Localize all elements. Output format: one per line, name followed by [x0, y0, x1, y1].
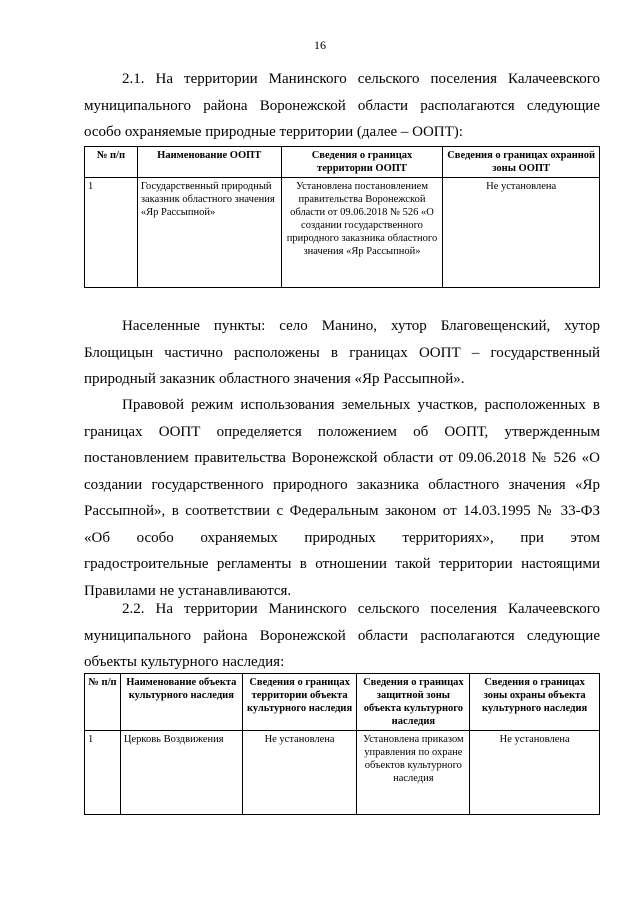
text-line: постановлением правительства Воронежской области от 09.06.2018 № 526 «О	[84, 450, 600, 466]
text-line: особо охраняемые природные территории (далее – ООПТ):	[84, 124, 463, 140]
text-line: Населенные пункты: село Манино, хутор Благовещенский, хутор	[122, 318, 600, 334]
table-header-cell: Сведения о границах зоны охраны объекта культурного наследия	[470, 674, 600, 731]
table-header-cell: Сведения о границах территории объекта культурного наследия	[242, 674, 357, 731]
paragraph-legal-regime	[84, 392, 600, 604]
table-cell: Установлена приказом управления по охране объектов культурного наследия	[357, 731, 470, 815]
table-header-cell: Сведения о границах защитной зоны объекта культурного наследия	[357, 674, 470, 731]
heritage-table	[84, 673, 600, 815]
page-number: 16	[314, 38, 326, 52]
table-cell: 1	[85, 731, 121, 815]
table-header-cell: Наименование ООПТ	[137, 147, 281, 178]
paragraph-2-1	[84, 66, 600, 146]
text-line: Правовой режим использования земельных участков, расположенных в	[122, 397, 600, 413]
table-header-cell: Сведения о границах территории ООПТ	[281, 147, 443, 178]
table-cell: 1	[85, 178, 138, 288]
oopt-table	[84, 146, 600, 288]
paragraph-settlements	[84, 313, 600, 393]
text-line: муниципального района Воронежской области располагаются следующие	[84, 627, 600, 644]
text-line: создании государственного природного заказника областного значения «Яр	[84, 476, 600, 493]
table-cell: Не установлена	[443, 178, 600, 288]
text-line: объекты культурного наследия:	[84, 654, 285, 670]
table-cell: Не установлена	[470, 731, 600, 815]
table-header-cell: № п/п	[85, 147, 138, 178]
text-line: природный заказник областного значения «Яр Рассыпной».	[84, 371, 465, 387]
table-row	[85, 731, 600, 815]
text-line: Правилами не устанавливаются.	[84, 582, 292, 599]
text-line: «Об особо охраняемых природных территориях», при этом	[84, 529, 600, 546]
table-header-cell: Сведения о границах охранной зоны ООПТ	[443, 147, 600, 178]
table-cell: Церковь Воздвижения	[120, 731, 242, 815]
text-line: муниципального района Воронежской области располагаются следующие	[84, 97, 600, 114]
table-cell: Установлена постановлением правительства Воронежской области от 09.06.2018 № 526 «О создании государственного природного заказника областного значения «Яр Рассыпной»	[281, 178, 443, 288]
text-line: 2.1. На территории Манинского сельского поселения Калачеевского	[122, 71, 600, 87]
table-header-cell: № п/п	[85, 674, 121, 731]
text-line: границах ООПТ определяется положением об ООПТ, утвержденным	[84, 423, 600, 440]
table-header-row	[85, 674, 600, 731]
table-header-row	[85, 147, 600, 178]
text-line: Рассыпной», в соответствии с Федеральным законом от 14.03.1995 № 33-ФЗ	[84, 503, 600, 519]
paragraph-2-2	[84, 596, 600, 676]
table-row	[85, 178, 600, 288]
table-cell: Государственный природный заказник областного значения «Яр Рассыпной»	[137, 178, 281, 288]
text-line: Блощицын частично расположены в границах ООПТ – государственный	[84, 344, 600, 361]
table-header-cell: Наименование объекта культурного наследия	[120, 674, 242, 731]
text-line: 2.2. На территории Манинского сельского поселения Калачеевского	[122, 601, 600, 617]
text-line: градостроительные регламенты в отношении такой территории настоящими	[84, 556, 600, 572]
table-cell: Не установлена	[242, 731, 357, 815]
